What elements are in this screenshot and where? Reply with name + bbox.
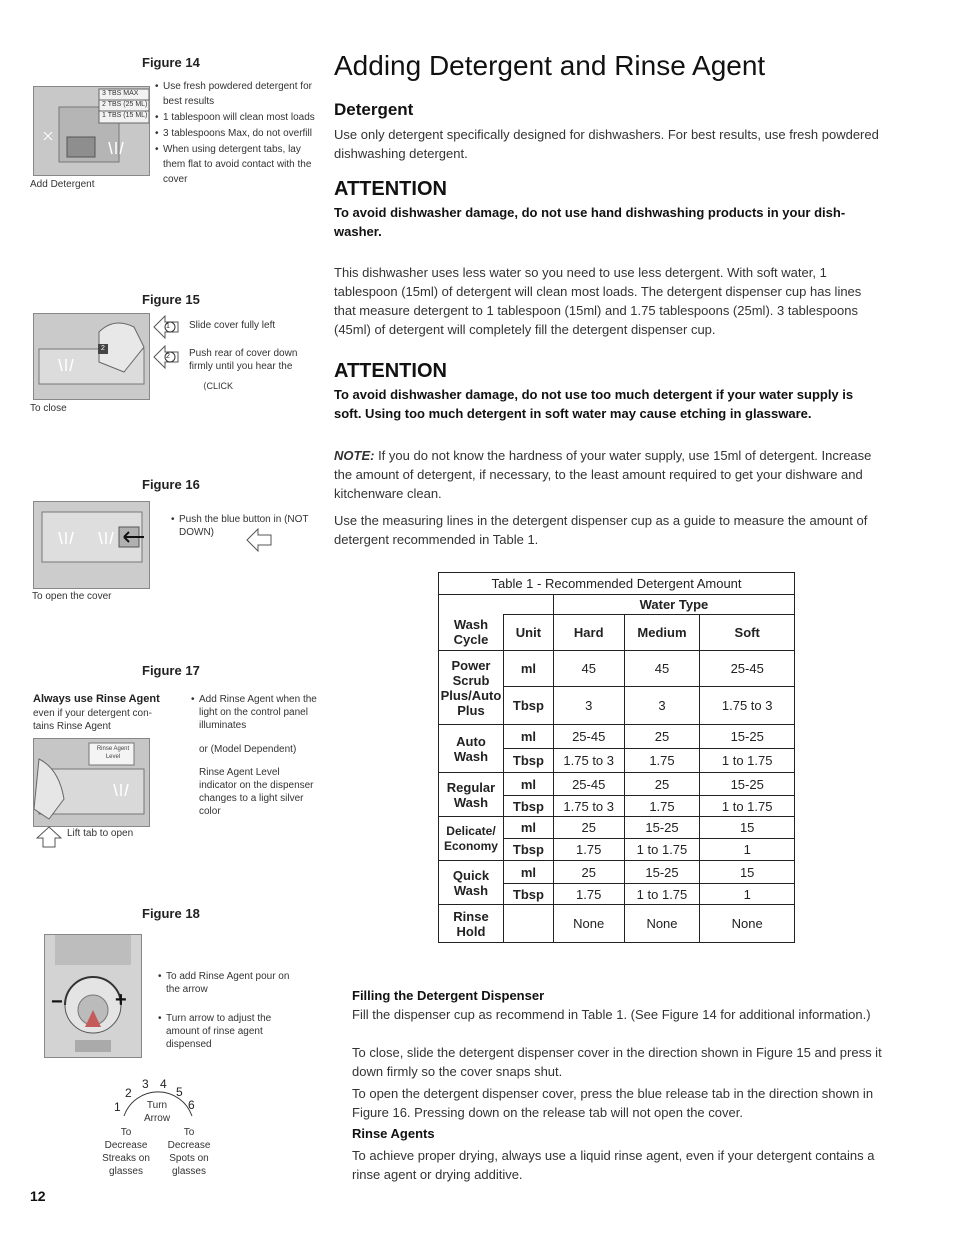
header-unit: Unit: [503, 615, 553, 651]
figure-15-caption: To close: [30, 403, 67, 414]
figure-14-title: Figure 14: [142, 55, 200, 70]
decrease-spots-label: To Decrease Spots on glasses: [167, 1127, 211, 1177]
value-cell: 25-45: [553, 773, 624, 796]
dial-number: 4: [160, 1077, 167, 1091]
page-title: Adding Detergent and Rinse Agent: [334, 50, 766, 81]
attention-text-2: To avoid dishwasher damage, do not use too much detergent if your water supply is soft. Using too much detergent in soft water may cause etching in glassware.: [334, 387, 854, 421]
closing-cover-illustration: [34, 314, 149, 399]
figure-14-caption: Add Detergent: [30, 179, 95, 190]
detergent-heading: Detergent: [334, 100, 414, 119]
filling-p3: To open the detergent dispenser cover, press the blue release tab in the direction shown in Figure 16. Pressing down on the release tab will not open the cover.: [352, 1086, 874, 1120]
note-label: NOTE:: [334, 448, 375, 463]
dial-number: 6: [188, 1098, 195, 1112]
figure-14-bullets: [155, 79, 315, 188]
table-row: [439, 905, 795, 943]
filling-heading: Filling the Detergent Dispenser: [352, 988, 545, 1003]
unit-cell: Tbsp: [503, 796, 553, 817]
figure-15-title: Figure 15: [142, 292, 200, 307]
step-2-marker: 2: [98, 344, 108, 354]
dial-number: 3: [142, 1077, 149, 1091]
value-cell: 45: [624, 651, 700, 687]
unit-cell: [503, 905, 553, 943]
step-2-number: 2: [166, 353, 170, 360]
value-cell: 25-45: [700, 651, 795, 687]
lift-tab-text: Lift tab to open: [67, 828, 134, 839]
opening-cover-illustration: [34, 502, 149, 588]
value-cell: None: [624, 905, 700, 943]
value-cell: 15-25: [624, 861, 700, 884]
note-text: If you do not know the hardness of your water supply, use 15ml of detergent. Increase the amount of detergent, if necessary, to the least amount required to get your dishware and kitchenware clean.: [334, 448, 872, 501]
plus-sign: +: [115, 989, 127, 1011]
left-arrow-icon: [246, 528, 272, 552]
value-cell: 1.75 to 3: [553, 796, 624, 817]
figure-16-title: Figure 16: [142, 477, 200, 492]
table-title: Table 1 - Recommended Detergent Amount: [439, 573, 795, 595]
table-row: [439, 651, 795, 687]
wash-cycle-cell: Rinse Hold: [439, 905, 504, 943]
attention-heading-2: ATTENTION: [334, 360, 447, 382]
value-cell: 25-45: [553, 725, 624, 749]
table-row: [439, 725, 795, 749]
table-corner: [439, 595, 554, 615]
figure-16-image: [33, 501, 150, 589]
figure-14-image: [33, 86, 150, 176]
list-item: • Push the blue button in (NOT DOWN): [171, 513, 321, 539]
dial-number: 1: [114, 1100, 121, 1114]
figure-17-bullets: [191, 693, 321, 733]
list-item: • Use fresh powdered detergent for best results: [155, 79, 315, 109]
wash-cycle-cell: Power Scrub Plus/Auto Plus: [439, 651, 504, 725]
mark-3tbs: 3 TBS MAX: [102, 90, 139, 97]
detergent-text: Use only detergent specifically designed for dishwashers. For best results, use fresh powdered dishwashing detergent.: [334, 127, 879, 161]
figure-18-bullets: [158, 970, 298, 1052]
unit-cell: Tbsp: [503, 884, 553, 905]
unit-cell: ml: [503, 817, 553, 839]
value-cell: 15-25: [700, 773, 795, 796]
value-cell: 45: [553, 651, 624, 687]
note-paragraph: [334, 446, 879, 503]
rinse-level-label: Rinse Agent Level: [96, 746, 130, 760]
value-cell: 25: [553, 861, 624, 884]
dial-number: 2: [125, 1086, 132, 1100]
value-cell: 1.75 to 3: [700, 687, 795, 725]
value-cell: None: [553, 905, 624, 943]
value-cell: 1.75: [553, 839, 624, 861]
value-cell: 3: [553, 687, 624, 725]
wash-cycle-cell: Regular Wash: [439, 773, 504, 817]
value-cell: 25: [624, 725, 700, 749]
list-item: • When using detergent tabs, lay them flat to avoid contact with the cover: [155, 142, 315, 187]
value-cell: 1 to 1.75: [700, 796, 795, 817]
minus-sign: −: [51, 991, 63, 1013]
rinse-heading: Rinse Agents: [352, 1126, 435, 1141]
value-cell: 1 to 1.75: [700, 749, 795, 773]
value-cell: 1.75: [624, 796, 700, 817]
value-cell: 15-25: [624, 817, 700, 839]
filling-p1: Fill the dispenser cup as recommend in Table 1. (See Figure 14 for additional information.): [352, 1007, 871, 1022]
list-item: • 3 tablespoons Max, do not overfill: [155, 126, 315, 141]
step-2-text: Push rear of cover down firmly until you hear the: [189, 348, 298, 372]
up-arrow-icon: [36, 826, 62, 848]
value-cell: 1.75 to 3: [553, 749, 624, 773]
list-item: • Turn arrow to adjust the amount of rinse agent dispensed: [158, 1012, 298, 1051]
click-icon: ⟨: [203, 381, 207, 391]
value-cell: 1: [700, 839, 795, 861]
step-1-number: 1: [166, 323, 170, 330]
step-1-text: Slide cover fully left: [189, 320, 276, 331]
wash-cycle-cell: Quick Wash: [439, 861, 504, 905]
measure-text: Use the measuring lines in the detergent dispenser cup as a guide to measure the amount of detergent recommended in Table 1.: [334, 513, 868, 547]
unit-cell: Tbsp: [503, 687, 553, 725]
turn-arrow-label: Turn Arrow: [143, 1100, 171, 1124]
dial-number: 5: [176, 1085, 183, 1099]
model-dependent-text: or (Model Dependent): [199, 744, 297, 755]
attention-heading-1: ATTENTION: [334, 178, 447, 200]
figure-17-image: [33, 738, 150, 827]
always-rinse-text: even if your detergent con-tains Rinse Agent: [33, 708, 152, 732]
list-item: • 1 tablespoon will clean most loads: [155, 110, 315, 125]
table-row: [439, 773, 795, 796]
soft-water-text: This dishwasher uses less water so you need to use less detergent. With soft water, 1 tablespoon (15ml) of detergent will clean most loads. The detergent dispenser cup has lines that measure detergent to 1 tablespoon (15ml) and 1.75 tablespoons (25ml). 3 tablespoons (45ml) of detergent will completely fill the detergent dispenser cup.: [334, 265, 862, 337]
table-row: [439, 861, 795, 884]
list-item: • Add Rinse Agent when the light on the control panel illuminates: [191, 693, 321, 732]
page-number: 12: [30, 1188, 46, 1204]
value-cell: 1.75: [553, 884, 624, 905]
unit-cell: ml: [503, 725, 553, 749]
header-hard: Hard: [553, 615, 624, 651]
unit-cell: Tbsp: [503, 839, 553, 861]
header-soft: Soft: [700, 615, 795, 651]
unit-cell: ml: [503, 651, 553, 687]
attention-text-1: To avoid dishwasher damage, do not use hand dishwashing products in your dish-washer.: [334, 205, 846, 239]
indicator-text: Rinse Agent Level indicator on the dispenser changes to a light silver color: [199, 767, 314, 817]
value-cell: 15: [700, 861, 795, 884]
list-item: • To add Rinse Agent pour on the arrow: [158, 970, 298, 996]
click-sound-label: ⟨CLICK: [203, 381, 234, 391]
header-medium: Medium: [624, 615, 700, 651]
table-row: [439, 817, 795, 839]
value-cell: 3: [624, 687, 700, 725]
figure-17-title: Figure 17: [142, 663, 200, 678]
mark-2tbs: 2 TBS (25 ML): [102, 101, 148, 108]
detergent-table: [438, 572, 795, 943]
rinse-text: To achieve proper drying, always use a liquid rinse agent, even if your detergent contains a rinse agent or drying additive.: [352, 1148, 875, 1182]
figure-16-caption: To open the cover: [32, 591, 112, 602]
value-cell: 15: [700, 817, 795, 839]
figure-15-image: [33, 313, 150, 400]
filling-p2: To close, slide the detergent dispenser cover in the direction shown in Figure 15 and press it down firmly so the cover snaps shut.: [352, 1045, 882, 1079]
value-cell: 1 to 1.75: [624, 884, 700, 905]
wash-cycle-cell: Auto Wash: [439, 725, 504, 773]
value-cell: 15-25: [700, 725, 795, 749]
value-cell: 1: [700, 884, 795, 905]
water-type-header: Water Type: [553, 595, 794, 615]
figure-18-title: Figure 18: [142, 906, 200, 921]
value-cell: 25: [553, 817, 624, 839]
wash-cycle-cell: Delicate/ Economy: [439, 817, 504, 861]
value-cell: 1.75: [624, 749, 700, 773]
value-cell: 25: [624, 773, 700, 796]
mark-1tbs: 1 TBS (15 ML): [102, 112, 148, 119]
unit-cell: ml: [503, 861, 553, 884]
decrease-streaks-label: To Decrease Streaks on glasses: [102, 1127, 150, 1177]
unit-cell: Tbsp: [503, 749, 553, 773]
unit-cell: ml: [503, 773, 553, 796]
always-rinse-title: Always use Rinse Agent: [33, 693, 160, 705]
value-cell: 1 to 1.75: [624, 839, 700, 861]
value-cell: None: [700, 905, 795, 943]
figure-18-image: [44, 934, 142, 1058]
header-wash-cycle: Wash Cycle: [439, 615, 504, 651]
